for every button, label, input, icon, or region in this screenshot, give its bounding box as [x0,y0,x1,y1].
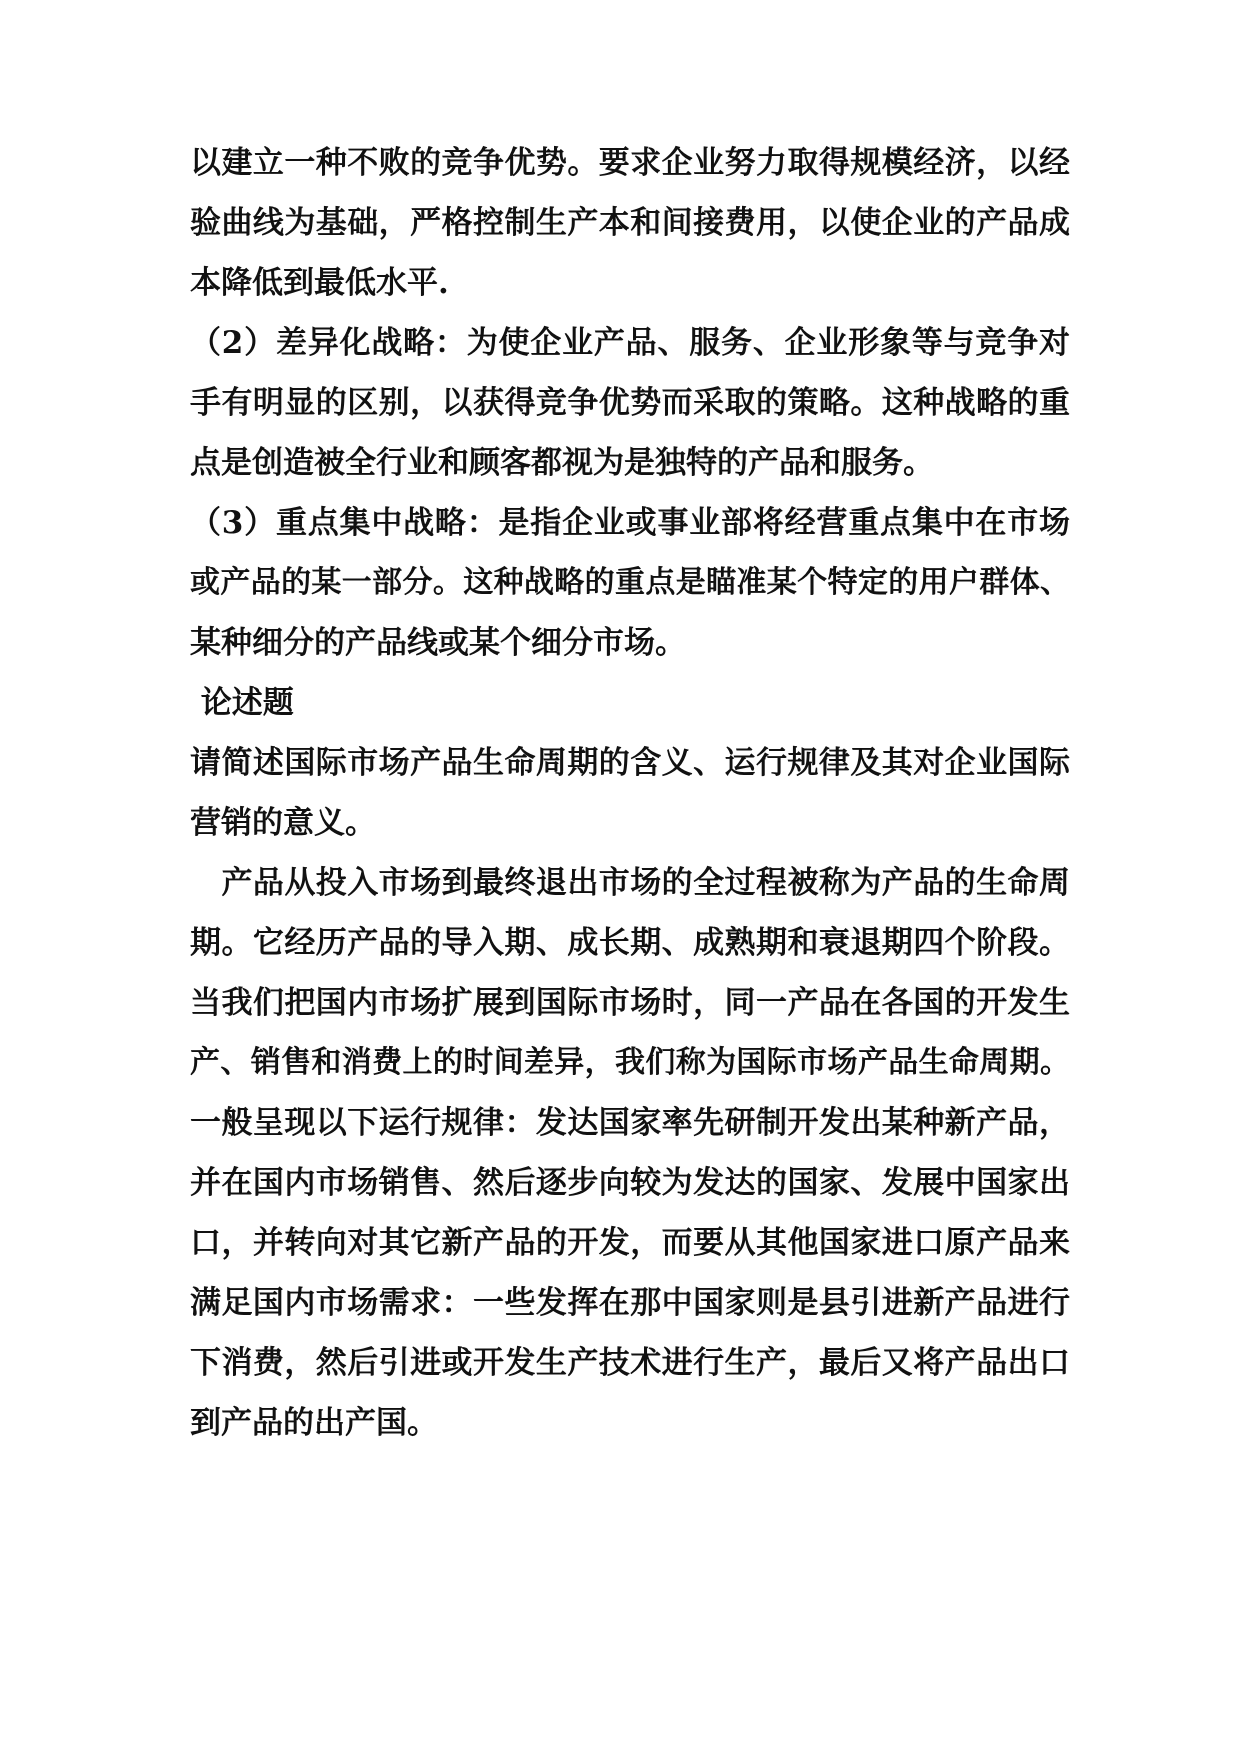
text-line: （2）差异化战略：为使企业产品、服务、企业形象等与竞争对 [190,325,1070,361]
text-line: 以建立一种不败的竞争优势。要求企业努力取得规模经济，以经 [190,145,1070,181]
text-line: 一般呈现以下运行规律：发达国家率先研制开发出某种新产品， [190,1105,1070,1141]
text-line: 当我们把国内市场扩展到国际市场时，同一产品在各国的开发生 [190,985,1070,1021]
text-line: 满足国内市场需求：一些发挥在那中国家则是县引进新产品进行 [190,1285,1070,1321]
section-heading: 论述题 [190,685,294,721]
text-line: （3）重点集中战略：是指企业或事业部将经营重点集中在市场 [190,505,1070,541]
text-line: 到产品的出产国。 [190,1405,438,1441]
text-line: 点是创造被全行业和顾客都视为是独特的产品和服务。 [190,445,934,481]
text-line: 某种细分的产品线或某个细分市场。 [190,625,686,661]
text-line: 本降低到最低水平. [190,265,449,301]
text-line: 产品从投入市场到最终退出市场的全过程被称为产品的生命周 [190,865,1070,901]
text-line: 期。它经历产品的导入期、成长期、成熟期和衰退期四个阶段。 [190,925,1070,961]
question-text: 请简述国际市场产品生命周期的含义、运行规律及其对企业国际 [190,745,1070,781]
text-line: 下消费，然后引进或开发生产技术进行生产，最后又将产品出口 [190,1345,1070,1381]
text-line: 并在国内市场销售、然后逐步向较为发达的国家、发展中国家出 [190,1165,1070,1201]
text-line: 或产品的某一部分。这种战略的重点是瞄准某个特定的用户群体、 [190,565,1070,600]
text-line: 验曲线为基础，严格控制生产本和间接费用，以使企业的产品成 [190,205,1070,241]
question-text: 营销的意义。 [190,805,376,841]
text-line: 手有明显的区别，以获得竞争优势而采取的策略。这种战略的重 [190,385,1070,421]
text-line: 产、销售和消费上的时间差异，我们称为国际市场产品生命周期。 [190,1045,1070,1080]
text-line: 口，并转向对其它新产品的开发，而要从其他国家进口原产品来 [190,1225,1070,1261]
